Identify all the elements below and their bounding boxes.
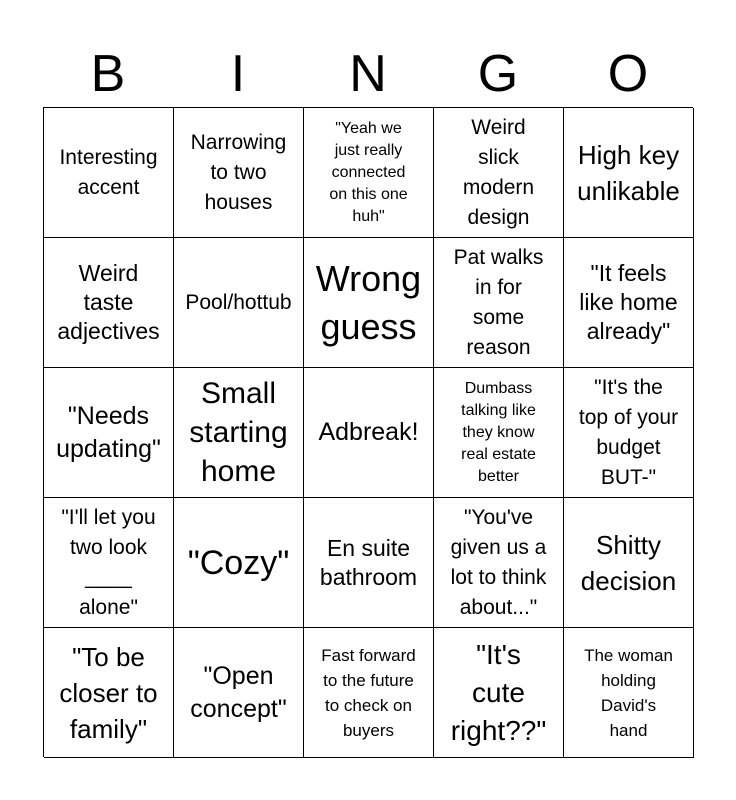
- header-letter-n: N: [349, 45, 387, 103]
- bingo-cell-r1-c4[interactable]: Weird slick modern design: [434, 108, 564, 238]
- bingo-cell-r1-c3[interactable]: "Yeah we just really connected on this one huh": [304, 108, 434, 238]
- bingo-cell-r5-c3[interactable]: Fast forward to the future to check on buyers: [304, 628, 434, 758]
- bingo-cell-r3-c4[interactable]: Dumbass talking like they know real estate better: [434, 368, 564, 498]
- header-letter-o: O: [607, 45, 649, 103]
- bingo-cell-r5-c5[interactable]: The woman holding David's hand: [564, 628, 694, 758]
- bingo-cell-r2-c5[interactable]: "It feels like home already": [564, 238, 694, 368]
- bingo-cell-r3-c1[interactable]: "Needs updating": [44, 368, 174, 498]
- bingo-cell-r5-c2[interactable]: "Open concept": [174, 628, 304, 758]
- bingo-cell-r2-c4[interactable]: Pat walks in for some reason: [434, 238, 564, 368]
- bingo-cell-r5-c4[interactable]: "It's cute right??": [434, 628, 564, 758]
- bingo-cell-r2-c2[interactable]: Pool/hottub: [174, 238, 304, 368]
- bingo-cell-r3-c3[interactable]: Adbreak!: [304, 368, 434, 498]
- bingo-cell-r1-c1[interactable]: Interesting accent: [44, 108, 174, 238]
- bingo-cell-r3-c2[interactable]: Small starting home: [174, 368, 304, 498]
- bingo-cell-r5-c1[interactable]: "To be closer to family": [44, 628, 174, 758]
- bingo-cell-r1-c5[interactable]: High key unlikable: [564, 108, 694, 238]
- header-letter-g: G: [477, 45, 519, 103]
- bingo-cell-r3-c5[interactable]: "It's the top of your budget BUT-": [564, 368, 694, 498]
- bingo-cell-r4-c3[interactable]: En suite bathroom: [304, 498, 434, 628]
- header-letter-b: B: [90, 45, 126, 103]
- bingo-cell-r4-c1[interactable]: "I'll let you two look ____ alone": [44, 498, 174, 628]
- bingo-cell-r4-c5[interactable]: Shitty decision: [564, 498, 694, 628]
- bingo-grid: [43, 107, 693, 757]
- bingo-cell-r2-c1[interactable]: Weird taste adjectives: [44, 238, 174, 368]
- bingo-cell-r1-c2[interactable]: Narrowing to two houses: [174, 108, 304, 238]
- bingo-cell-r4-c4[interactable]: "You've given us a lot to think about...": [434, 498, 564, 628]
- bingo-cell-r4-c2[interactable]: "Cozy": [174, 498, 304, 628]
- bingo-cell-r2-c3[interactable]: Wrong guess: [304, 238, 434, 368]
- bingo-header: [43, 40, 693, 108]
- header-letter-i: I: [230, 45, 246, 103]
